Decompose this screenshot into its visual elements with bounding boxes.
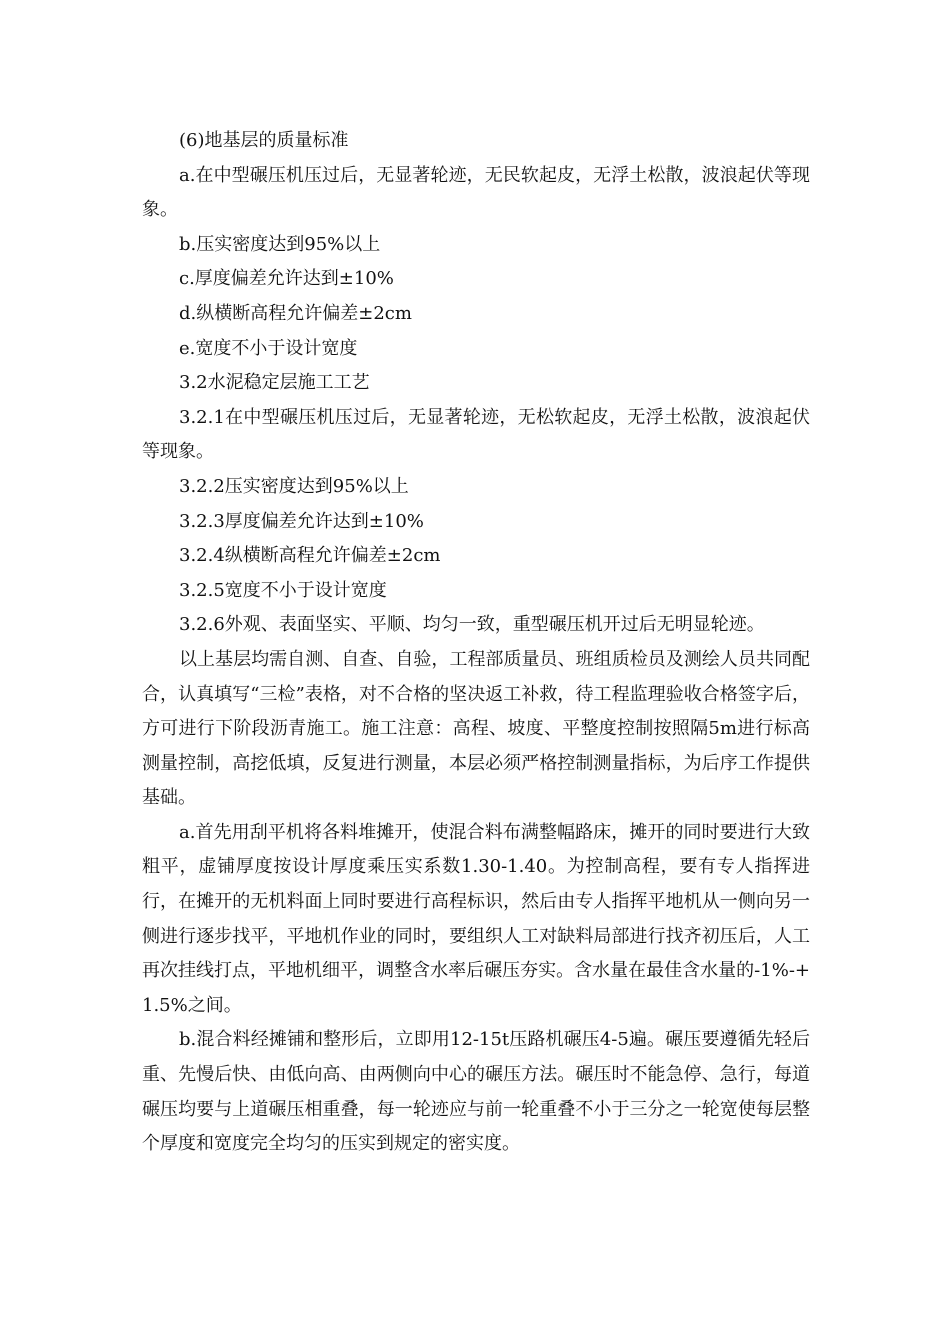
paragraph-item-a: a.在中型碾压机压过后，无显著轮迹，无民软起皮，无浮土松散，波浪起伏等现象。 — [142, 164, 810, 221]
paragraph-item-e: e.宽度不小于设计宽度 — [179, 337, 358, 359]
paragraph-compaction-b: b.混合料经摊铺和整形后，立即用12-15t压路机碾压4-5遍。碾压要遵循先轻后重、先慢后快、由低向高、由两侧向中心的碾压方法。碾压时不能急停、急行，每道碾压均要与上道碾压相重叠，每一轮迹应与前一轮重叠不小于三分之一轮宽使每层整个厚度和宽度完全均匀的压实到规定的密实度。 — [142, 1029, 810, 1155]
paragraph-item-b: b.压实密度达到95%以上 — [179, 233, 381, 255]
paragraph-3-2-4: 3.2.4纵横断高程允许偏差±2cm — [179, 545, 441, 567]
paragraph-3-2-3: 3.2.3厚度偏差允许达到±10% — [179, 510, 424, 532]
section-heading-foundation-quality: (6)地基层的质量标准 — [179, 130, 349, 151]
document-body — [142, 124, 810, 1162]
paragraph-spreading-a: a.首先用刮平机将各料堆摊开，使混合料布满整幅路床，摊开的同时要进行大致粗平，虚铺厚度按设计厚度乘压实系数1.30-1.40。为控制高程，要有专人指挥进行，在摊开的无机料面上同时要进行高程标识，然后由专人指挥平地机从一侧向另一侧进行逐步找平，平地机作业的同时，要组织人工对缺料局部进行找齐初压后，人工再次挂线打点，平地机细平，调整含水率后碾压夯实。含水量在最佳含水量的-1%-+1.5%之间。 — [142, 821, 810, 1016]
section-heading-cement-layer: 3.2水泥稳定层施工工艺 — [179, 372, 370, 394]
paragraph-item-c: c.厚度偏差允许达到±10% — [179, 268, 394, 290]
paragraph-3-2-2: 3.2.2压实密度达到95%以上 — [179, 475, 409, 497]
paragraph-3-2-1: 3.2.1在中型碾压机压过后，无显著轮迹，无松软起皮，无浮土松散，波浪起伏等现象。 — [142, 406, 810, 463]
paragraph-3-2-5: 3.2.5宽度不小于设计宽度 — [179, 579, 387, 601]
paragraph-item-d: d.纵横断高程允许偏差±2cm — [179, 302, 412, 324]
paragraph-inspection: 以上基层均需自测、自查、自验，工程部质量员、班组质检员及测绘人员共同配合，认真填写“三检”表格，对不合格的坚决返工补救，待工程监理验收合格签字后，方可进行下阶段沥青施工。施工注意：高程、坡度、平整度控制按照隔5m进行标高测量控制，高挖低填，反复进行测量，本层必须严格控制测量指标，为后序工作提供基础。 — [142, 648, 810, 809]
paragraph-3-2-6: 3.2.6外观、表面坚实、平顺、均匀一致，重型碾压机开过后无明显轮迹。 — [179, 614, 765, 636]
